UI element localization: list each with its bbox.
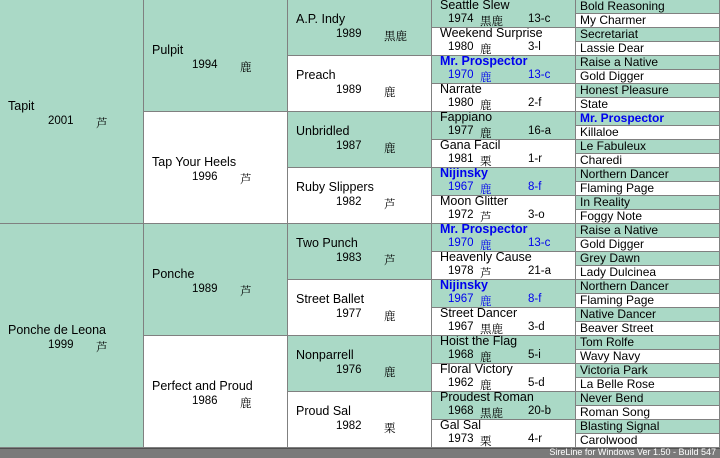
- horse-name: Blasting Signal: [580, 420, 660, 433]
- gen5-cell[interactable]: [576, 42, 720, 56]
- gen2-cell[interactable]: [144, 0, 288, 112]
- family-number: 13-c: [528, 237, 551, 249]
- gen5-cell[interactable]: [576, 350, 720, 364]
- horse-year: 1996: [192, 171, 218, 183]
- horse-name: Charedi: [580, 154, 623, 167]
- horse-year: 1994: [192, 59, 218, 71]
- gen4-cell[interactable]: [432, 168, 576, 196]
- gen4-cell[interactable]: [432, 196, 576, 224]
- family-number: 13-c: [528, 13, 551, 25]
- family-number: 3-d: [528, 321, 545, 333]
- family-number: 3-l: [528, 41, 541, 53]
- sire-year: 2001: [48, 115, 74, 127]
- gen2-cell[interactable]: [144, 336, 288, 448]
- gen5-cell[interactable]: [576, 70, 720, 84]
- horse-name: Lassie Dear: [580, 42, 645, 55]
- horse-name: Proud Sal: [296, 404, 351, 418]
- status-bar-text: SireLine for Windows Ver 1.50 - Build 547: [549, 447, 716, 457]
- horse-name: Northern Dancer: [580, 280, 669, 293]
- horse-name: Gold Digger: [580, 70, 645, 83]
- horse-name: Preach: [296, 68, 336, 82]
- gen5-cell[interactable]: [576, 168, 720, 182]
- horse-name: Pulpit: [152, 43, 184, 57]
- horse-year: 1972: [448, 209, 474, 221]
- dam-color: 芦: [96, 342, 108, 354]
- horse-color: 鹿: [480, 240, 492, 252]
- horse-color: 鹿: [480, 380, 492, 392]
- horse-color: 芦: [384, 255, 396, 267]
- gen5-cell[interactable]: [576, 140, 720, 154]
- horse-color: 鹿: [480, 352, 492, 364]
- horse-year: 1977: [448, 125, 474, 137]
- gen4-cell[interactable]: [432, 224, 576, 252]
- horse-color: 黒鹿: [480, 324, 503, 336]
- gen5-cell[interactable]: [576, 420, 720, 434]
- horse-name: Floral Victory: [440, 364, 513, 376]
- family-number: 8-f: [528, 293, 542, 305]
- horse-color: 芦: [480, 212, 492, 224]
- gen4-cell[interactable]: [432, 252, 576, 280]
- horse-name: Unbridled: [296, 124, 350, 138]
- horse-name: Honest Pleasure: [580, 84, 669, 97]
- horse-color: 芦: [240, 174, 252, 186]
- horse-name: Heavenly Cause: [440, 252, 532, 264]
- horse-name: Gal Sal: [440, 420, 481, 432]
- dam-year: 1999: [48, 339, 74, 351]
- horse-name: Wavy Navy: [580, 350, 641, 363]
- gen5-cell[interactable]: [576, 224, 720, 238]
- family-number: 4-r: [528, 433, 543, 445]
- horse-name: Moon Glitter: [440, 196, 509, 208]
- horse-name: Proudest Roman: [440, 392, 534, 404]
- horse-color: 芦: [480, 268, 492, 280]
- horse-color: 鹿: [240, 62, 252, 74]
- horse-name: Mr. Prospector: [440, 56, 528, 68]
- gen5-cell[interactable]: [576, 126, 720, 140]
- horse-year: 1967: [448, 321, 474, 333]
- horse-year: 1989: [336, 84, 362, 96]
- horse-color: 鹿: [240, 398, 252, 410]
- gen5-cell[interactable]: [576, 336, 720, 350]
- horse-year: 1968: [448, 349, 474, 361]
- horse-name: Raise a Native: [580, 224, 659, 237]
- gen3-cell[interactable]: [288, 224, 432, 280]
- horse-name: Perfect and Proud: [152, 379, 253, 393]
- gen5-cell[interactable]: [576, 406, 720, 420]
- horse-year: 1976: [336, 364, 362, 376]
- horse-name: A.P. Indy: [296, 12, 346, 26]
- horse-name: Nijinsky: [440, 280, 488, 292]
- gen2-cell[interactable]: [144, 224, 288, 336]
- gen1-dam-cell[interactable]: [0, 224, 144, 448]
- gen5-cell[interactable]: [576, 364, 720, 378]
- gen3-cell[interactable]: [288, 336, 432, 392]
- horse-name: Never Bend: [580, 392, 644, 405]
- horse-name: Gold Digger: [580, 238, 645, 251]
- horse-color: 鹿: [384, 143, 396, 155]
- horse-name: Flaming Page: [580, 182, 655, 195]
- gen5-cell[interactable]: [576, 98, 720, 112]
- horse-year: 1989: [192, 283, 218, 295]
- horse-year: 1974: [448, 13, 474, 25]
- gen5-cell[interactable]: [576, 280, 720, 294]
- family-number: 21-a: [528, 265, 552, 277]
- horse-name: My Charmer: [580, 14, 647, 27]
- horse-color: 黒鹿: [480, 16, 503, 28]
- horse-year: 1967: [448, 293, 474, 305]
- horse-name: Ponche: [152, 267, 195, 281]
- gen5-cell[interactable]: [576, 434, 720, 448]
- horse-color: 鹿: [480, 184, 492, 196]
- gen5-cell[interactable]: [576, 322, 720, 336]
- horse-name: Flaming Page: [580, 294, 655, 307]
- gen4-cell[interactable]: [432, 280, 576, 308]
- horse-color: 芦: [240, 286, 252, 298]
- horse-color: 芦: [384, 199, 396, 211]
- gen5-cell[interactable]: [576, 0, 720, 14]
- family-number: 13-c: [528, 69, 551, 81]
- gen5-cell[interactable]: [576, 28, 720, 42]
- horse-name: Fappiano: [440, 112, 493, 124]
- horse-color: 鹿: [384, 87, 396, 99]
- horse-name: Killaloe: [580, 126, 619, 139]
- horse-color: 鹿: [480, 100, 492, 112]
- gen3-cell[interactable]: [288, 168, 432, 224]
- horse-name: State: [580, 98, 609, 111]
- family-number: 2-f: [528, 97, 542, 109]
- gen5-cell[interactable]: [576, 84, 720, 98]
- gen5-cell[interactable]: [576, 56, 720, 70]
- gen5-cell[interactable]: [576, 294, 720, 308]
- horse-year: 1970: [448, 69, 474, 81]
- gen3-cell[interactable]: [288, 280, 432, 336]
- gen3-cell[interactable]: [288, 56, 432, 112]
- gen4-cell[interactable]: [432, 336, 576, 364]
- horse-color: 鹿: [480, 44, 492, 56]
- horse-year: 1967: [448, 181, 474, 193]
- dam-name: Ponche de Leona: [8, 323, 107, 337]
- family-number: 8-f: [528, 181, 542, 193]
- horse-color: 栗: [480, 436, 492, 448]
- family-number: 1-r: [528, 153, 543, 165]
- horse-year: 1981: [448, 153, 474, 165]
- horse-name: In Reality: [580, 196, 631, 209]
- horse-name: Narrate: [440, 84, 482, 96]
- gen5-cell[interactable]: [576, 14, 720, 28]
- gen5-cell[interactable]: [576, 266, 720, 280]
- horse-name: Tap Your Heels: [152, 155, 237, 169]
- gen5-cell[interactable]: [576, 196, 720, 210]
- gen4-cell[interactable]: [432, 364, 576, 392]
- horse-year: 1968: [448, 405, 474, 417]
- gen5-cell[interactable]: [576, 154, 720, 168]
- family-number: 5-i: [528, 349, 541, 361]
- gen5-cell[interactable]: [576, 182, 720, 196]
- gen5-cell[interactable]: [576, 252, 720, 266]
- horse-name: Northern Dancer: [580, 168, 669, 181]
- family-number: 16-a: [528, 125, 552, 137]
- horse-name: Street Dancer: [440, 308, 518, 320]
- gen5-cell[interactable]: [576, 308, 720, 322]
- horse-name: Mr. Prospector: [440, 224, 528, 236]
- gen5-cell[interactable]: [576, 210, 720, 224]
- horse-name: Street Ballet: [296, 292, 365, 306]
- gen4-cell[interactable]: [432, 392, 576, 420]
- gen4-cell[interactable]: [432, 28, 576, 56]
- horse-name: Raise a Native: [580, 56, 659, 69]
- horse-color: 鹿: [480, 128, 492, 140]
- horse-color: 鹿: [384, 311, 396, 323]
- horse-name: Le Fabuleux: [580, 140, 647, 153]
- horse-name: Carolwood: [580, 434, 638, 447]
- status-bar: [0, 448, 720, 458]
- gen1-sire-cell[interactable]: [0, 0, 144, 224]
- gen2-cell[interactable]: [144, 112, 288, 224]
- horse-name: Native Dancer: [580, 308, 657, 321]
- horse-year: 1982: [336, 420, 362, 432]
- horse-name: Ruby Slippers: [296, 180, 374, 194]
- horse-name: Seattle Slew: [440, 0, 510, 12]
- horse-name: Roman Song: [580, 406, 651, 419]
- horse-year: 1962: [448, 377, 474, 389]
- gen3-cell[interactable]: [288, 392, 432, 448]
- gen4-cell[interactable]: [432, 140, 576, 168]
- gen5-cell[interactable]: [576, 112, 720, 126]
- gen4-cell[interactable]: [432, 0, 576, 28]
- horse-name: Gana Facil: [440, 140, 501, 152]
- horse-color: 黒鹿: [384, 31, 407, 43]
- gen4-cell[interactable]: [432, 420, 576, 448]
- sire-name: Tapit: [8, 99, 35, 113]
- sire-color: 芦: [96, 118, 108, 130]
- horse-year: 1973: [448, 433, 474, 445]
- gen4-cell[interactable]: [432, 56, 576, 84]
- horse-year: 1970: [448, 237, 474, 249]
- horse-year: 1982: [336, 196, 362, 208]
- family-number: 5-d: [528, 377, 545, 389]
- gen4-cell[interactable]: [432, 308, 576, 336]
- horse-name: Two Punch: [296, 236, 358, 250]
- horse-color: 栗: [480, 156, 492, 168]
- horse-name: Beaver Street: [580, 322, 654, 335]
- horse-color: 鹿: [480, 72, 492, 84]
- horse-color: 鹿: [480, 296, 492, 308]
- horse-name: La Belle Rose: [580, 378, 655, 391]
- gen5-cell[interactable]: [576, 392, 720, 406]
- horse-year: 1986: [192, 395, 218, 407]
- family-number: 20-b: [528, 405, 552, 417]
- horse-name: Nonparrell: [296, 348, 354, 362]
- horse-name: Victoria Park: [580, 364, 648, 377]
- horse-year: 1977: [336, 308, 362, 320]
- horse-name: Hoist the Flag: [440, 336, 518, 348]
- family-number: 3-o: [528, 209, 545, 221]
- horse-name: Foggy Note: [580, 210, 643, 223]
- horse-name: Secretariat: [580, 28, 639, 41]
- gen4-cell[interactable]: [432, 84, 576, 112]
- horse-color: 栗: [384, 423, 396, 435]
- horse-year: 1980: [448, 41, 474, 53]
- horse-color: 鹿: [384, 367, 396, 379]
- horse-year: 1980: [448, 97, 474, 109]
- gen3-cell[interactable]: [288, 112, 432, 168]
- horse-name: Tom Rolfe: [580, 336, 635, 349]
- horse-name: Nijinsky: [440, 168, 488, 180]
- horse-name: Mr. Prospector: [580, 112, 665, 125]
- horse-color: 黒鹿: [480, 408, 503, 420]
- horse-name: Lady Dulcinea: [580, 266, 657, 279]
- horse-name: Weekend Surprise: [440, 28, 543, 40]
- gen3-cell[interactable]: [288, 0, 432, 56]
- gen5-cell[interactable]: [576, 378, 720, 392]
- gen4-cell[interactable]: [432, 112, 576, 140]
- gen5-cell[interactable]: [576, 238, 720, 252]
- horse-year: 1989: [336, 28, 362, 40]
- horse-year: 1987: [336, 140, 362, 152]
- horse-year: 1983: [336, 252, 362, 264]
- horse-name: Bold Reasoning: [580, 0, 665, 13]
- horse-year: 1978: [448, 265, 474, 277]
- horse-name: Grey Dawn: [580, 252, 641, 265]
